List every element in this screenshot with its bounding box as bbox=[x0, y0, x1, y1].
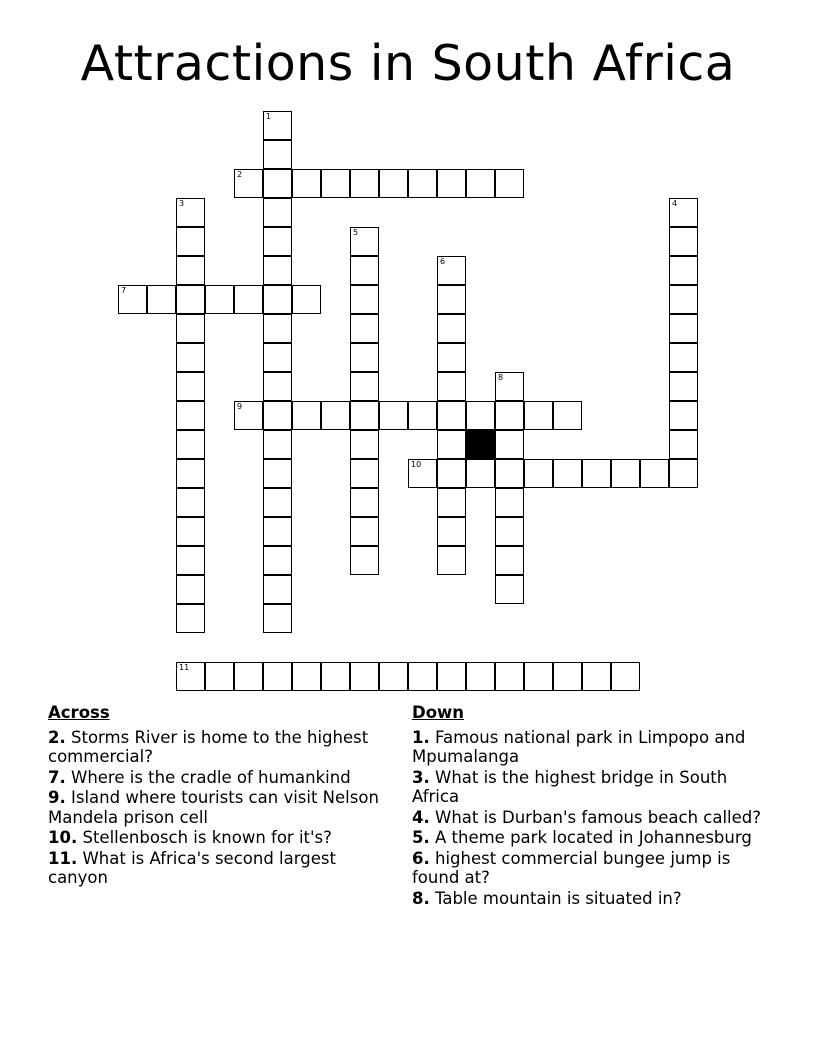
grid-cell[interactable] bbox=[147, 285, 176, 314]
grid-cell[interactable] bbox=[437, 169, 466, 198]
grid-cell[interactable] bbox=[176, 662, 205, 691]
grid-cell[interactable] bbox=[495, 575, 524, 604]
down-clue: 5. A theme park located in Johannesburg bbox=[412, 828, 752, 847]
grid-cell[interactable] bbox=[321, 401, 350, 430]
across-clues bbox=[48, 703, 393, 889]
grid-cell[interactable] bbox=[118, 285, 147, 314]
grid-cell[interactable] bbox=[292, 285, 321, 314]
grid-cell[interactable] bbox=[669, 198, 698, 227]
across-clue: 2. Storms River is home to the highest commercial? bbox=[48, 727, 369, 766]
grid-cell[interactable] bbox=[263, 227, 292, 256]
clue-number: 6 bbox=[440, 257, 446, 266]
grid-cell[interactable] bbox=[669, 372, 698, 401]
grid-cell[interactable] bbox=[176, 575, 205, 604]
grid-cell[interactable] bbox=[669, 459, 698, 488]
clue-number: 11 bbox=[179, 663, 190, 672]
grid-cell[interactable] bbox=[350, 662, 379, 691]
grid-cell[interactable] bbox=[524, 401, 553, 430]
grid-cell[interactable] bbox=[176, 256, 205, 285]
clue-number: 5 bbox=[353, 228, 359, 237]
grid-cell[interactable] bbox=[234, 662, 263, 691]
grid-cell[interactable] bbox=[524, 662, 553, 691]
grid-cell[interactable] bbox=[437, 430, 466, 459]
across-clue: 11. What is Africa's second largest canyon bbox=[48, 848, 336, 887]
grid-cell[interactable] bbox=[263, 546, 292, 575]
grid-cell[interactable] bbox=[611, 459, 640, 488]
down-heading: Down bbox=[412, 703, 465, 722]
grid-cell[interactable] bbox=[379, 401, 408, 430]
grid-cell[interactable] bbox=[321, 662, 350, 691]
grid-cell[interactable] bbox=[350, 459, 379, 488]
grid-cell[interactable] bbox=[176, 459, 205, 488]
grid-cell[interactable] bbox=[176, 343, 205, 372]
grid-cell[interactable] bbox=[292, 662, 321, 691]
grid-cell[interactable] bbox=[263, 401, 292, 430]
grid-cell[interactable] bbox=[176, 198, 205, 227]
grid-cell[interactable] bbox=[350, 517, 379, 546]
across-clue: 10. Stellenbosch is known for it's? bbox=[48, 828, 332, 847]
grid-cell[interactable] bbox=[292, 401, 321, 430]
grid-cell[interactable] bbox=[553, 662, 582, 691]
grid-cell[interactable] bbox=[553, 459, 582, 488]
grid-cell[interactable] bbox=[292, 169, 321, 198]
clue-number: 1 bbox=[266, 112, 272, 121]
grid-cell[interactable] bbox=[350, 430, 379, 459]
grid-cell[interactable] bbox=[437, 459, 466, 488]
grid-cell[interactable] bbox=[263, 430, 292, 459]
grid-cell[interactable] bbox=[669, 314, 698, 343]
grid-cell[interactable] bbox=[263, 662, 292, 691]
grid-cell[interactable] bbox=[263, 604, 292, 633]
grid-cell[interactable] bbox=[495, 517, 524, 546]
grid-cell[interactable] bbox=[234, 169, 263, 198]
grid-cell[interactable] bbox=[176, 488, 205, 517]
clue-number: 8 bbox=[498, 373, 504, 382]
grid-cell[interactable] bbox=[408, 169, 437, 198]
grid-cell[interactable] bbox=[669, 401, 698, 430]
grid-cell[interactable] bbox=[408, 662, 437, 691]
grid-cell[interactable] bbox=[176, 517, 205, 546]
grid-cell[interactable] bbox=[495, 372, 524, 401]
grid-cell[interactable] bbox=[669, 256, 698, 285]
down-clues bbox=[412, 703, 762, 909]
grid-cell[interactable] bbox=[466, 459, 495, 488]
grid-cell[interactable] bbox=[263, 488, 292, 517]
grid-cell[interactable] bbox=[582, 459, 611, 488]
grid-cell[interactable] bbox=[553, 401, 582, 430]
grid-cell[interactable] bbox=[263, 111, 292, 140]
grid-cell[interactable] bbox=[582, 662, 611, 691]
grid-cell[interactable] bbox=[437, 343, 466, 372]
grid-cell[interactable] bbox=[205, 662, 234, 691]
clue-number: 7 bbox=[121, 286, 127, 295]
grid-cell[interactable] bbox=[437, 256, 466, 285]
grid-cell[interactable] bbox=[437, 401, 466, 430]
clue-number: 2 bbox=[237, 170, 243, 179]
grid-cell[interactable] bbox=[640, 459, 669, 488]
grid-cell[interactable] bbox=[263, 140, 292, 169]
grid-cell[interactable] bbox=[263, 372, 292, 401]
across-clue: 7. Where is the cradle of humankind bbox=[48, 767, 351, 787]
clue-number: 10 bbox=[411, 460, 422, 469]
grid-cell[interactable] bbox=[350, 546, 379, 575]
down-clue: 8. Table mountain is situated in? bbox=[412, 888, 682, 908]
grid-cell[interactable] bbox=[437, 546, 466, 575]
grid-cell[interactable] bbox=[408, 459, 437, 488]
grid-cell[interactable] bbox=[437, 372, 466, 401]
grid-cell[interactable] bbox=[437, 662, 466, 691]
grid-cell[interactable] bbox=[176, 314, 205, 343]
grid-cell[interactable] bbox=[176, 227, 205, 256]
grid-cell[interactable] bbox=[350, 343, 379, 372]
grid-cell[interactable] bbox=[321, 169, 350, 198]
puzzle-title: Attractions in South Africa bbox=[80, 35, 736, 92]
grid-cell[interactable] bbox=[466, 169, 495, 198]
grid-cell[interactable] bbox=[437, 285, 466, 314]
grid-cell[interactable] bbox=[350, 372, 379, 401]
grid-cell[interactable] bbox=[263, 256, 292, 285]
grid-cell[interactable] bbox=[379, 169, 408, 198]
clue-number: 9 bbox=[237, 402, 243, 411]
grid-cell[interactable] bbox=[495, 662, 524, 691]
grid-block bbox=[466, 430, 495, 459]
grid-cell[interactable] bbox=[350, 227, 379, 256]
grid-cell[interactable] bbox=[176, 546, 205, 575]
grid-cell[interactable] bbox=[350, 314, 379, 343]
grid-cell[interactable] bbox=[495, 430, 524, 459]
grid-cell[interactable] bbox=[408, 401, 437, 430]
grid-cell[interactable] bbox=[611, 662, 640, 691]
clue-number: 4 bbox=[672, 199, 678, 208]
across-heading: Across bbox=[48, 703, 110, 722]
grid-cell[interactable] bbox=[263, 314, 292, 343]
grid-cell[interactable] bbox=[263, 169, 292, 198]
grid-cell[interactable] bbox=[495, 459, 524, 488]
clue-number: 3 bbox=[179, 199, 185, 208]
grid-cell[interactable] bbox=[350, 169, 379, 198]
grid-cell[interactable] bbox=[176, 401, 205, 430]
across-clue: 9. Island where tourists can visit Nelson Mandela prison cell bbox=[48, 788, 379, 827]
down-clue: 4. What is Durban's famous beach called? bbox=[412, 807, 762, 827]
grid-cell[interactable] bbox=[495, 169, 524, 198]
grid-cell[interactable] bbox=[263, 343, 292, 372]
down-clue: 3. What is the highest bridge in South Africa bbox=[412, 767, 728, 806]
grid-cell[interactable] bbox=[263, 575, 292, 604]
grid-cell[interactable] bbox=[669, 343, 698, 372]
grid-cell[interactable] bbox=[263, 285, 292, 314]
grid-cell[interactable] bbox=[263, 517, 292, 546]
grid-cell[interactable] bbox=[437, 488, 466, 517]
grid-cell[interactable] bbox=[524, 459, 553, 488]
grid-cell[interactable] bbox=[669, 227, 698, 256]
grid-cell[interactable] bbox=[176, 430, 205, 459]
grid-cell[interactable] bbox=[205, 285, 234, 314]
grid-cell[interactable] bbox=[350, 401, 379, 430]
grid-cell[interactable] bbox=[495, 546, 524, 575]
grid-cell[interactable] bbox=[263, 198, 292, 227]
grid-cell[interactable] bbox=[379, 662, 408, 691]
grid-cell[interactable] bbox=[437, 517, 466, 546]
grid-cell[interactable] bbox=[263, 459, 292, 488]
grid-cell[interactable] bbox=[350, 285, 379, 314]
grid-cell[interactable] bbox=[669, 285, 698, 314]
grid-cell[interactable] bbox=[234, 401, 263, 430]
grid-cell[interactable] bbox=[176, 372, 205, 401]
grid-cell[interactable] bbox=[234, 285, 263, 314]
grid-cell[interactable] bbox=[176, 285, 205, 314]
grid-cell[interactable] bbox=[350, 488, 379, 517]
down-clue: 6. highest commercial bungee jump is found at? bbox=[412, 848, 731, 887]
down-clue: 1. Famous national park in Limpopo and Mpumalanga bbox=[412, 727, 746, 766]
grid-cell[interactable] bbox=[437, 314, 466, 343]
grid-cell[interactable] bbox=[669, 430, 698, 459]
grid-cell[interactable] bbox=[495, 488, 524, 517]
grid-cell[interactable] bbox=[350, 256, 379, 285]
grid-cell[interactable] bbox=[466, 401, 495, 430]
grid-cell[interactable] bbox=[176, 604, 205, 633]
grid-cell[interactable] bbox=[466, 662, 495, 691]
grid-cell[interactable] bbox=[495, 401, 524, 430]
